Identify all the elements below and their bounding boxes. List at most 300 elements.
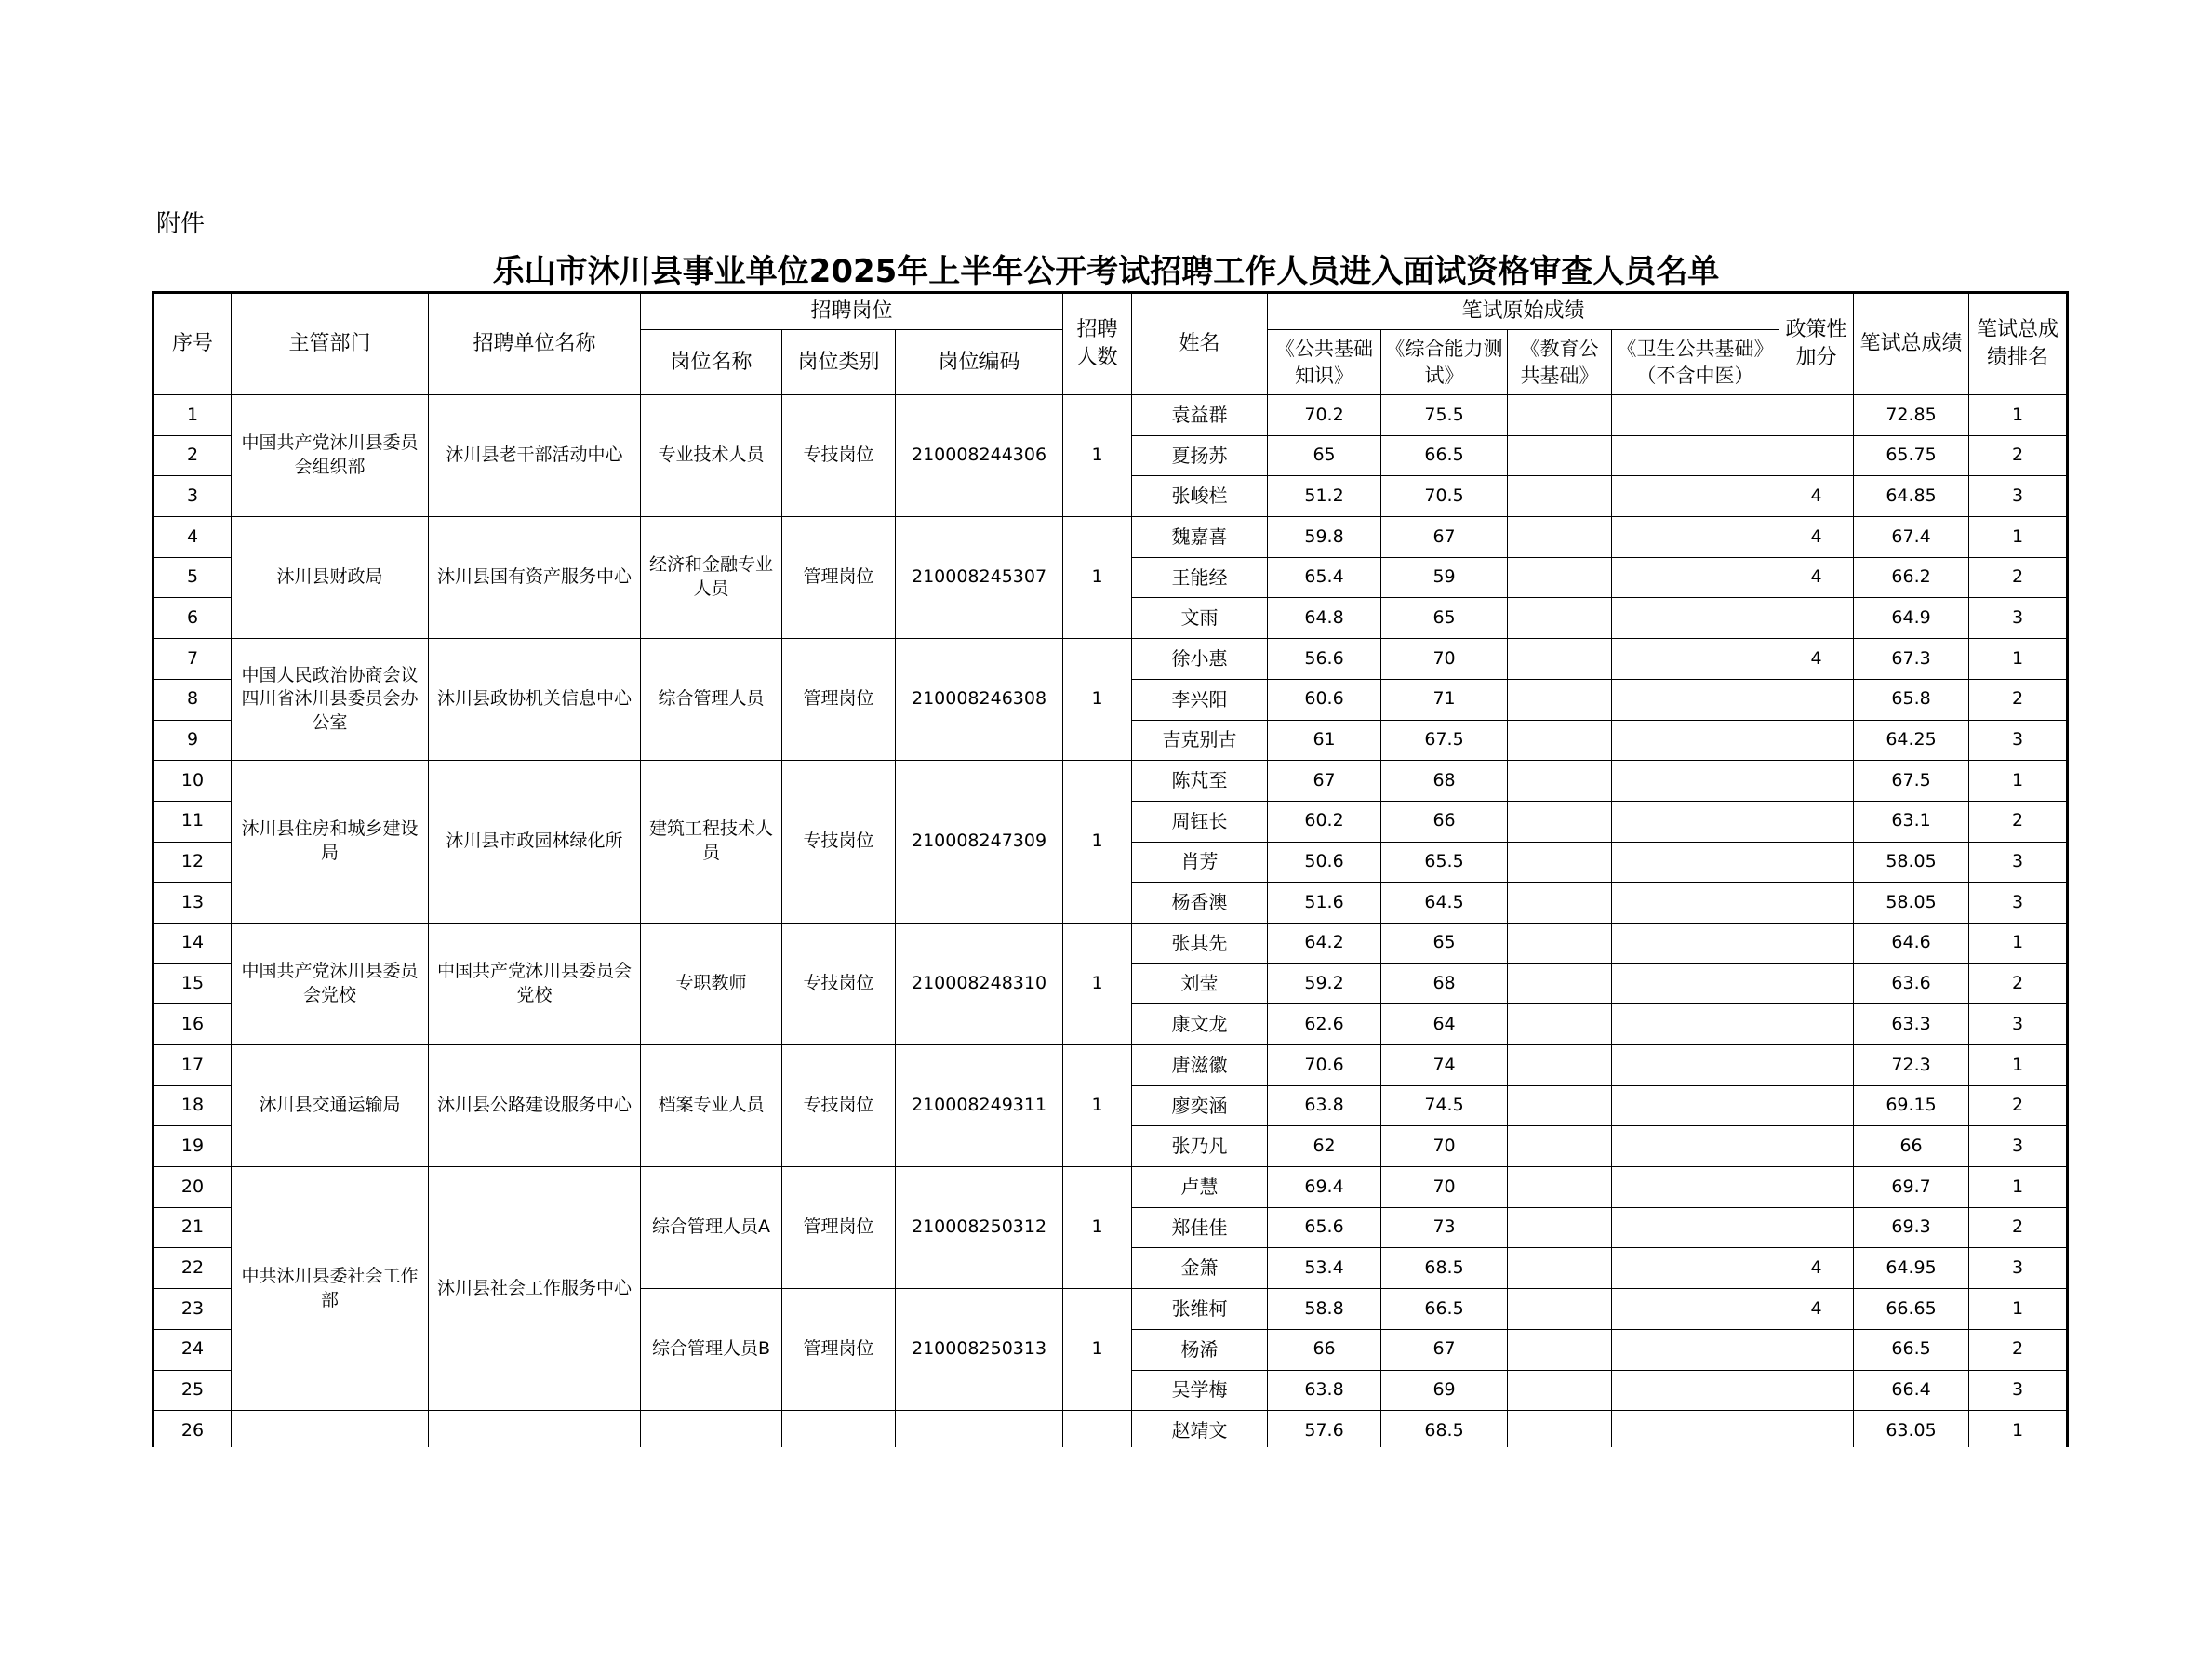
- cell-score-ability: 65: [1381, 923, 1508, 963]
- cell-score-health: [1612, 395, 1779, 436]
- cell-total: 63.6: [1854, 963, 1969, 1004]
- cell-seq: 16: [153, 1004, 232, 1045]
- cell-total: 66.65: [1854, 1289, 1969, 1330]
- cell-bonus: [1779, 1167, 1854, 1208]
- cell-pos-type: 管理岗位: [782, 517, 896, 639]
- cell-score-public: 56.6: [1268, 639, 1381, 680]
- cell-name: 张维柯: [1132, 1289, 1268, 1330]
- cell-quota: 1: [1063, 1289, 1132, 1411]
- cell-seq: 17: [153, 1045, 232, 1086]
- cell-name: 张乃凡: [1132, 1126, 1268, 1167]
- cell-total: 58.05: [1854, 883, 1969, 924]
- cell-total: 58.05: [1854, 842, 1969, 883]
- cell-bonus: [1779, 435, 1854, 476]
- cell-pos-name: 档案专业人员: [641, 1045, 782, 1167]
- cell-bonus: [1779, 801, 1854, 842]
- cell-score-education: [1508, 761, 1612, 802]
- cell-score-health: [1612, 679, 1779, 720]
- cell-pos-code: 210008247309: [896, 761, 1063, 924]
- cell-score-public: 50.6: [1268, 842, 1381, 883]
- cell-bonus: [1779, 1207, 1854, 1248]
- cell-score-education: [1508, 963, 1612, 1004]
- cell-bonus: [1779, 761, 1854, 802]
- cell-score-ability: 68.5: [1381, 1411, 1508, 1452]
- cell-unit: 沐川县公路建设服务中心: [429, 1045, 641, 1167]
- cell-quota: 1: [1063, 923, 1132, 1044]
- cell-seq: 8: [153, 679, 232, 720]
- cell-name: 金箫: [1132, 1248, 1268, 1289]
- cell-name: 刘莹: [1132, 963, 1268, 1004]
- table-row: [153, 923, 2068, 963]
- cell-name: 张峻栏: [1132, 476, 1268, 517]
- table-body: [153, 395, 2068, 1533]
- cell-name: 李兴阳: [1132, 679, 1268, 720]
- cell-seq: 7: [153, 639, 232, 680]
- cell-score-health: [1612, 1126, 1779, 1167]
- header-total: 笔试总成绩: [1854, 293, 1969, 395]
- cell-pos-name: 经济和金融专业人员: [641, 517, 782, 639]
- cell-rank: 1: [1969, 639, 2068, 680]
- cell-rank: 1: [1969, 1289, 2068, 1330]
- cell-pos-name: 综合管理人员A: [641, 1167, 782, 1289]
- cell-score-ability: 70: [1381, 1167, 1508, 1208]
- candidate-table: [152, 291, 2069, 1534]
- cell-dept: 中国人民政治协商会议四川省沐川县委员会办公室: [232, 639, 429, 761]
- cell-bonus: [1779, 923, 1854, 963]
- cell-score-public: 62.6: [1268, 1004, 1381, 1045]
- cell-score-education: [1508, 842, 1612, 883]
- cell-score-health: [1612, 517, 1779, 558]
- cell-name: 魏嘉喜: [1132, 517, 1268, 558]
- cell-pos-name: 综合管理人员B: [641, 1289, 782, 1411]
- header-pos-type: 岗位类别: [782, 330, 896, 395]
- cell-bonus: 4: [1779, 476, 1854, 517]
- cell-seq: 25: [153, 1370, 232, 1411]
- cell-score-public: 67: [1268, 761, 1381, 802]
- cell-name: 杨浠: [1132, 1329, 1268, 1370]
- cell-rank: 3: [1969, 883, 2068, 924]
- table-row: [153, 1045, 2068, 1086]
- cell-score-ability: 68: [1381, 761, 1508, 802]
- cell-pos-code: 210008250313: [896, 1289, 1063, 1411]
- cell-score-education: [1508, 1045, 1612, 1086]
- cell-rank: 3: [1969, 1004, 2068, 1045]
- cell-rank: 1: [1969, 395, 2068, 436]
- cell-bonus: [1779, 598, 1854, 639]
- cell-total: 64.6: [1854, 923, 1969, 963]
- table-row: [153, 1411, 2068, 1452]
- cell-rank: 1: [1969, 1167, 2068, 1208]
- cell-total: 72.85: [1854, 395, 1969, 436]
- cell-seq: 11: [153, 801, 232, 842]
- cell-quota: 1: [1063, 1045, 1132, 1167]
- cell-total: 64.25: [1854, 720, 1969, 761]
- header-seq: 序号: [153, 293, 232, 395]
- header-score-education: 《教育公共基础》: [1508, 330, 1612, 395]
- cell-score-public: 63.8: [1268, 1085, 1381, 1126]
- cell-unit: 沐川县老干部活动中心: [429, 395, 641, 517]
- cell-score-ability: 70: [1381, 639, 1508, 680]
- table-row: [153, 1167, 2068, 1208]
- cell-rank: 3: [1969, 476, 2068, 517]
- cell-score-ability: 74.5: [1381, 1085, 1508, 1126]
- cell-score-health: [1612, 1289, 1779, 1330]
- cell-name: 张其先: [1132, 923, 1268, 963]
- cell-rank: 3: [1969, 598, 2068, 639]
- cell-pos-type: 管理岗位: [782, 639, 896, 761]
- cell-seq: 13: [153, 883, 232, 924]
- cell-name: 徐小惠: [1132, 639, 1268, 680]
- cell-pos-type: 管理岗位: [782, 1167, 896, 1289]
- cell-score-ability: 59: [1381, 557, 1508, 598]
- cell-score-ability: 66.5: [1381, 435, 1508, 476]
- cell-total: 66.4: [1854, 1370, 1969, 1411]
- cell-score-health: [1612, 720, 1779, 761]
- cell-rank: 3: [1969, 1126, 2068, 1167]
- cell-bonus: [1779, 1370, 1854, 1411]
- cell-score-public: 51.2: [1268, 476, 1381, 517]
- cell-name: 郑佳佳: [1132, 1207, 1268, 1248]
- cell-total: 65.8: [1854, 679, 1969, 720]
- cell-score-public: 60.6: [1268, 679, 1381, 720]
- cell-total: 64.95: [1854, 1248, 1969, 1289]
- cell-score-health: [1612, 1045, 1779, 1086]
- header-unit: 招聘单位名称: [429, 293, 641, 395]
- cell-bonus: 4: [1779, 557, 1854, 598]
- cell-score-education: [1508, 1329, 1612, 1370]
- cell-score-ability: 74: [1381, 1045, 1508, 1086]
- cell-rank: 2: [1969, 1085, 2068, 1126]
- cell-score-education: [1508, 883, 1612, 924]
- cell-name: 肖芳: [1132, 842, 1268, 883]
- cell-score-education: [1508, 801, 1612, 842]
- cell-bonus: 4: [1779, 1248, 1854, 1289]
- cell-dept: 中共沐川县委社会工作部: [232, 1167, 429, 1411]
- cell-score-education: [1508, 1411, 1612, 1452]
- cell-name: 文雨: [1132, 598, 1268, 639]
- cell-bonus: 4: [1779, 517, 1854, 558]
- cell-bonus: [1779, 1004, 1854, 1045]
- cell-score-health: [1612, 963, 1779, 1004]
- cell-score-ability: 73: [1381, 1207, 1508, 1248]
- cell-score-health: [1612, 1085, 1779, 1126]
- header-position-group: 招聘岗位: [641, 293, 1063, 330]
- cell-total: 67.4: [1854, 517, 1969, 558]
- cell-pos-code: 210008244306: [896, 395, 1063, 517]
- cell-score-ability: 67.5: [1381, 720, 1508, 761]
- cell-dept: 中国共产党沐川县委员会党校: [232, 923, 429, 1044]
- cell-bonus: 4: [1779, 1289, 1854, 1330]
- cell-score-public: 65.6: [1268, 1207, 1381, 1248]
- cell-total: 67.3: [1854, 639, 1969, 680]
- cell-bonus: [1779, 883, 1854, 924]
- cell-score-health: [1612, 801, 1779, 842]
- cell-score-health: [1612, 1411, 1779, 1452]
- cell-bonus: [1779, 395, 1854, 436]
- cell-quota: 1: [1063, 1167, 1132, 1289]
- cell-score-public: 51.6: [1268, 883, 1381, 924]
- cell-name: 杨香澳: [1132, 883, 1268, 924]
- cell-bonus: [1779, 1085, 1854, 1126]
- cell-quota: 1: [1063, 761, 1132, 924]
- cell-score-public: 66: [1268, 1329, 1381, 1370]
- header-score-ability: 《综合能力测试》: [1381, 330, 1508, 395]
- cell-rank: 3: [1969, 1370, 2068, 1411]
- cell-rank: 3: [1969, 842, 2068, 883]
- table-row: [153, 517, 2068, 558]
- cell-score-ability: 68: [1381, 963, 1508, 1004]
- cell-unit: 沐川县社会工作服务中心: [429, 1167, 641, 1411]
- cell-pos-type: 专技岗位: [782, 395, 896, 517]
- cell-score-public: 59.2: [1268, 963, 1381, 1004]
- cell-dept: 沐川县财政局: [232, 517, 429, 639]
- cell-score-ability: 70.5: [1381, 476, 1508, 517]
- cell-total: 63.3: [1854, 1004, 1969, 1045]
- cell-score-education: [1508, 923, 1612, 963]
- cell-name: 卢慧: [1132, 1167, 1268, 1208]
- cell-dept: 沐川县住房和城乡建设局: [232, 761, 429, 924]
- cell-seq: 15: [153, 963, 232, 1004]
- cell-score-education: [1508, 1004, 1612, 1045]
- cell-pos-type: 专技岗位: [782, 761, 896, 924]
- cell-score-public: 60.2: [1268, 801, 1381, 842]
- cell-score-public: 61: [1268, 720, 1381, 761]
- cell-score-public: 64.2: [1268, 923, 1381, 963]
- cell-name: 吴学梅: [1132, 1370, 1268, 1411]
- cell-rank: 2: [1969, 679, 2068, 720]
- cell-seq: 5: [153, 557, 232, 598]
- cell-seq: 6: [153, 598, 232, 639]
- cell-score-health: [1612, 1248, 1779, 1289]
- cell-seq: 23: [153, 1289, 232, 1330]
- cell-seq: 24: [153, 1329, 232, 1370]
- cell-bonus: [1779, 679, 1854, 720]
- cell-total: 66.2: [1854, 557, 1969, 598]
- cell-unit: 沐川县国有资产服务中心: [429, 517, 641, 639]
- attachment-label: 附件: [156, 210, 206, 238]
- cell-score-ability: 66: [1381, 801, 1508, 842]
- cell-total: 65.75: [1854, 435, 1969, 476]
- cell-score-education: [1508, 557, 1612, 598]
- table-row: [153, 761, 2068, 802]
- cell-unit: 沐川县政协机关信息中心: [429, 639, 641, 761]
- cell-bonus: [1779, 1045, 1854, 1086]
- cell-name: 王能经: [1132, 557, 1268, 598]
- cell-rank: 2: [1969, 1207, 2068, 1248]
- cell-pos-name: 专业技术人员: [641, 395, 782, 517]
- cell-score-health: [1612, 435, 1779, 476]
- cell-score-education: [1508, 598, 1612, 639]
- cell-score-education: [1508, 1370, 1612, 1411]
- cell-score-health: [1612, 761, 1779, 802]
- cell-bonus: [1779, 720, 1854, 761]
- cell-total: 63.05: [1854, 1411, 1969, 1452]
- cell-bonus: 4: [1779, 639, 1854, 680]
- cell-rank: 2: [1969, 435, 2068, 476]
- cell-score-education: [1508, 1248, 1612, 1289]
- cell-total: 72.3: [1854, 1045, 1969, 1086]
- cell-name: 廖奕涵: [1132, 1085, 1268, 1126]
- cell-name: 吉克别古: [1132, 720, 1268, 761]
- cell-rank: 1: [1969, 923, 2068, 963]
- cell-score-ability: 71: [1381, 679, 1508, 720]
- header-quota: 招聘人数: [1063, 293, 1132, 395]
- cell-score-education: [1508, 476, 1612, 517]
- cell-score-public: 70.6: [1268, 1045, 1381, 1086]
- cell-seq: 21: [153, 1207, 232, 1248]
- cell-score-education: [1508, 1207, 1612, 1248]
- header-bonus: 政策性加分: [1779, 293, 1854, 395]
- cell-score-public: 59.8: [1268, 517, 1381, 558]
- cell-total: 69.3: [1854, 1207, 1969, 1248]
- cell-rank: 2: [1969, 963, 2068, 1004]
- cell-rank: 2: [1969, 557, 2068, 598]
- cell-total: 66.5: [1854, 1329, 1969, 1370]
- cell-name: 夏扬苏: [1132, 435, 1268, 476]
- cell-name: 袁益群: [1132, 395, 1268, 436]
- cell-score-ability: 64.5: [1381, 883, 1508, 924]
- cell-pos-code: 210008250312: [896, 1167, 1063, 1289]
- cell-seq: 9: [153, 720, 232, 761]
- header-rank: 笔试总成绩排名: [1969, 293, 2068, 395]
- header-name: 姓名: [1132, 293, 1268, 395]
- cell-score-ability: 66.5: [1381, 1289, 1508, 1330]
- cell-seq: 18: [153, 1085, 232, 1126]
- cell-seq: 10: [153, 761, 232, 802]
- table-row: [153, 639, 2068, 680]
- cell-score-public: 57.6: [1268, 1411, 1381, 1452]
- cell-total: 63.1: [1854, 801, 1969, 842]
- cell-bonus: [1779, 842, 1854, 883]
- cell-seq: 4: [153, 517, 232, 558]
- cell-pos-code: 210008249311: [896, 1045, 1063, 1167]
- cell-seq: 26: [153, 1411, 232, 1452]
- cell-score-education: [1508, 1289, 1612, 1330]
- table-row: [153, 395, 2068, 436]
- cell-score-health: [1612, 1167, 1779, 1208]
- cell-name: 唐滋徽: [1132, 1045, 1268, 1086]
- cell-score-health: [1612, 1207, 1779, 1248]
- cell-unit: 沐川县市政园林绿化所: [429, 761, 641, 924]
- cell-score-education: [1508, 639, 1612, 680]
- cell-score-public: 58.8: [1268, 1289, 1381, 1330]
- document-title: 乐山市沐川县事业单位2025年上半年公开考试招聘工作人员进入面试资格审查人员名单: [492, 253, 1720, 290]
- cell-score-education: [1508, 395, 1612, 436]
- cell-score-ability: 75.5: [1381, 395, 1508, 436]
- cell-score-ability: 64: [1381, 1004, 1508, 1045]
- header-pos-code: 岗位编码: [896, 330, 1063, 395]
- cell-quota: 1: [1063, 517, 1132, 639]
- cell-pos-type: 专技岗位: [782, 1045, 896, 1167]
- cell-score-education: [1508, 679, 1612, 720]
- cell-rank: 1: [1969, 517, 2068, 558]
- cell-quota: 1: [1063, 639, 1132, 761]
- cell-score-public: 53.4: [1268, 1248, 1381, 1289]
- header-pos-name: 岗位名称: [641, 330, 782, 395]
- cell-score-health: [1612, 598, 1779, 639]
- cell-dept: 沐川县交通运输局: [232, 1045, 429, 1167]
- cell-quota: 1: [1063, 395, 1132, 517]
- header-score-group: 笔试原始成绩: [1268, 293, 1779, 330]
- cell-score-public: 63.8: [1268, 1370, 1381, 1411]
- cell-score-education: [1508, 1167, 1612, 1208]
- cell-seq: 2: [153, 435, 232, 476]
- cell-pos-code: 210008246308: [896, 639, 1063, 761]
- cell-pos-code: 210008245307: [896, 517, 1063, 639]
- cell-score-education: [1508, 435, 1612, 476]
- header-score-health: 《卫生公共基础》（不含中医）: [1612, 330, 1779, 395]
- cell-bonus: [1779, 1126, 1854, 1167]
- cell-name: 赵靖文: [1132, 1411, 1268, 1452]
- cell-rank: 1: [1969, 761, 2068, 802]
- cell-total: 69.15: [1854, 1085, 1969, 1126]
- cell-seq: 22: [153, 1248, 232, 1289]
- cell-seq: 19: [153, 1126, 232, 1167]
- cell-pos-name: 专职教师: [641, 923, 782, 1044]
- cell-score-public: 64.8: [1268, 598, 1381, 639]
- cell-bonus: [1779, 1411, 1854, 1452]
- cell-unit: 中国共产党沐川县委员会党校: [429, 923, 641, 1044]
- cell-seq: 14: [153, 923, 232, 963]
- page-bottom-margin: [0, 1447, 2212, 1661]
- cell-pos-name: 建筑工程技术人员: [641, 761, 782, 924]
- cell-score-health: [1612, 1004, 1779, 1045]
- cell-rank: 2: [1969, 801, 2068, 842]
- cell-total: 64.85: [1854, 476, 1969, 517]
- cell-score-education: [1508, 1126, 1612, 1167]
- cell-name: 陈芃至: [1132, 761, 1268, 802]
- cell-seq: 20: [153, 1167, 232, 1208]
- cell-score-public: 65: [1268, 435, 1381, 476]
- cell-score-ability: 70: [1381, 1126, 1508, 1167]
- cell-pos-type: 专技岗位: [782, 923, 896, 1044]
- cell-score-ability: 69: [1381, 1370, 1508, 1411]
- cell-pos-name: 综合管理人员: [641, 639, 782, 761]
- cell-rank: 3: [1969, 1248, 2068, 1289]
- cell-bonus: [1779, 1329, 1854, 1370]
- cell-rank: 3: [1969, 720, 2068, 761]
- cell-seq: 12: [153, 842, 232, 883]
- cell-score-health: [1612, 557, 1779, 598]
- cell-total: 69.7: [1854, 1167, 1969, 1208]
- cell-score-ability: 67: [1381, 517, 1508, 558]
- cell-score-education: [1508, 720, 1612, 761]
- cell-pos-code: 210008248310: [896, 923, 1063, 1044]
- cell-score-public: 69.4: [1268, 1167, 1381, 1208]
- cell-score-health: [1612, 476, 1779, 517]
- cell-score-ability: 65: [1381, 598, 1508, 639]
- cell-total: 66: [1854, 1126, 1969, 1167]
- header-score-public: 《公共基础知识》: [1268, 330, 1381, 395]
- cell-score-ability: 68.5: [1381, 1248, 1508, 1289]
- cell-rank: 1: [1969, 1045, 2068, 1086]
- cell-score-ability: 67: [1381, 1329, 1508, 1370]
- cell-score-health: [1612, 1370, 1779, 1411]
- cell-score-public: 62: [1268, 1126, 1381, 1167]
- cell-score-health: [1612, 842, 1779, 883]
- cell-seq: 1: [153, 395, 232, 436]
- cell-dept: 中国共产党沐川县委员会组织部: [232, 395, 429, 517]
- cell-score-ability: 65.5: [1381, 842, 1508, 883]
- cell-seq: 3: [153, 476, 232, 517]
- cell-score-health: [1612, 1329, 1779, 1370]
- cell-score-health: [1612, 639, 1779, 680]
- cell-score-public: 65.4: [1268, 557, 1381, 598]
- cell-name: 周钰长: [1132, 801, 1268, 842]
- cell-total: 64.9: [1854, 598, 1969, 639]
- cell-score-public: 70.2: [1268, 395, 1381, 436]
- cell-score-education: [1508, 1085, 1612, 1126]
